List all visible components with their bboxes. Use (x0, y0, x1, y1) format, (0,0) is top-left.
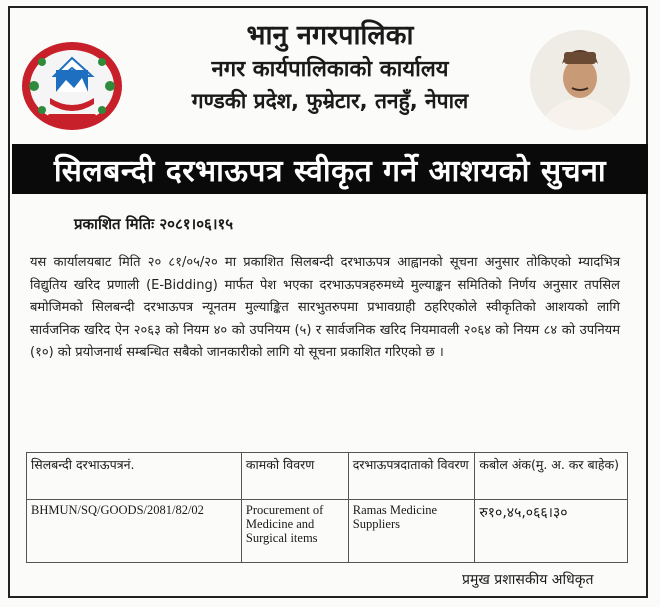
notice-title-banner: सिलबन्दी दरभाऊपत्र स्वीकृत गर्ने आशयको सुचना (12, 144, 648, 194)
work-description-cell: Procurement of Medicine and Surgical items (241, 500, 348, 563)
office-address: गण्डकी प्रदेश, फुम्रेटार, तनहुँ, नेपाल (191, 89, 469, 113)
municipality-name: भानु नगरपालिका (246, 20, 414, 51)
notice-body: यस कार्यालयबाट मिति २० ८१/०५/२० मा प्रकाशित सिलबन्दी दरभाऊपत्र आह्वानको सूचना अनुसार तोकिएको म्यादभित्र विद्युतिय खरिद प्रणाली (E-Bidding) मार्फत पेश भएका दरभाऊपत्रहरुमध्ये मुल्याङ्कन समितिको निर्णय अनुसार तपसिल बमोजिमको सिलबन्दी दरभाऊपत्र न्यूनतम मुल्याङ्कित सारभुतरुपमा प्रभावग्राही ठहरिएकोले स्वीकृतिको आशयको लागि सार्वजनिक खरिद ऐन २०६३ को नियम ४० को उपनियम (५) र सार्वजनिक खरिद नियमावली २०६४ को नियम ८४ को उपनियम (१०) को प्रयोजनार्थ सम्बन्धित सबैको जानकारीको लागि यो सूचना प्रकाशित गरिएको छ । (30, 255, 620, 360)
table-row (27, 500, 628, 563)
office-name: नगर कार्यपालिकाको कार्यालय (211, 57, 449, 82)
column-header: दरभाऊपत्रदाताको विवरण (348, 453, 475, 500)
person-portrait-icon (530, 30, 630, 130)
municipality-logo-icon (20, 40, 124, 132)
published-date: प्रकाशित मितिः २०८१।०६।१५ (74, 215, 234, 233)
table-header-row (27, 453, 628, 500)
portrait-photo (530, 30, 630, 130)
column-header: कबोल अंक(मु. अ. कर बाहेक) (475, 453, 628, 500)
bid-table (26, 452, 628, 563)
column-header: कामको विवरण (241, 453, 348, 500)
bidder-cell: Ramas Medicine Suppliers (348, 500, 475, 563)
letterhead (0, 0, 660, 140)
signatory-title: प्रमुख प्रशासकीय अधिकृत (462, 572, 594, 588)
column-header: सिलबन्दी दरभाऊपत्रनं. (27, 453, 242, 500)
bid-number-cell: BHMUN/SQ/GOODS/2081/82/02 (27, 500, 242, 563)
bid-amount-cell: रु१०,४५,०६६।३० (475, 500, 628, 563)
